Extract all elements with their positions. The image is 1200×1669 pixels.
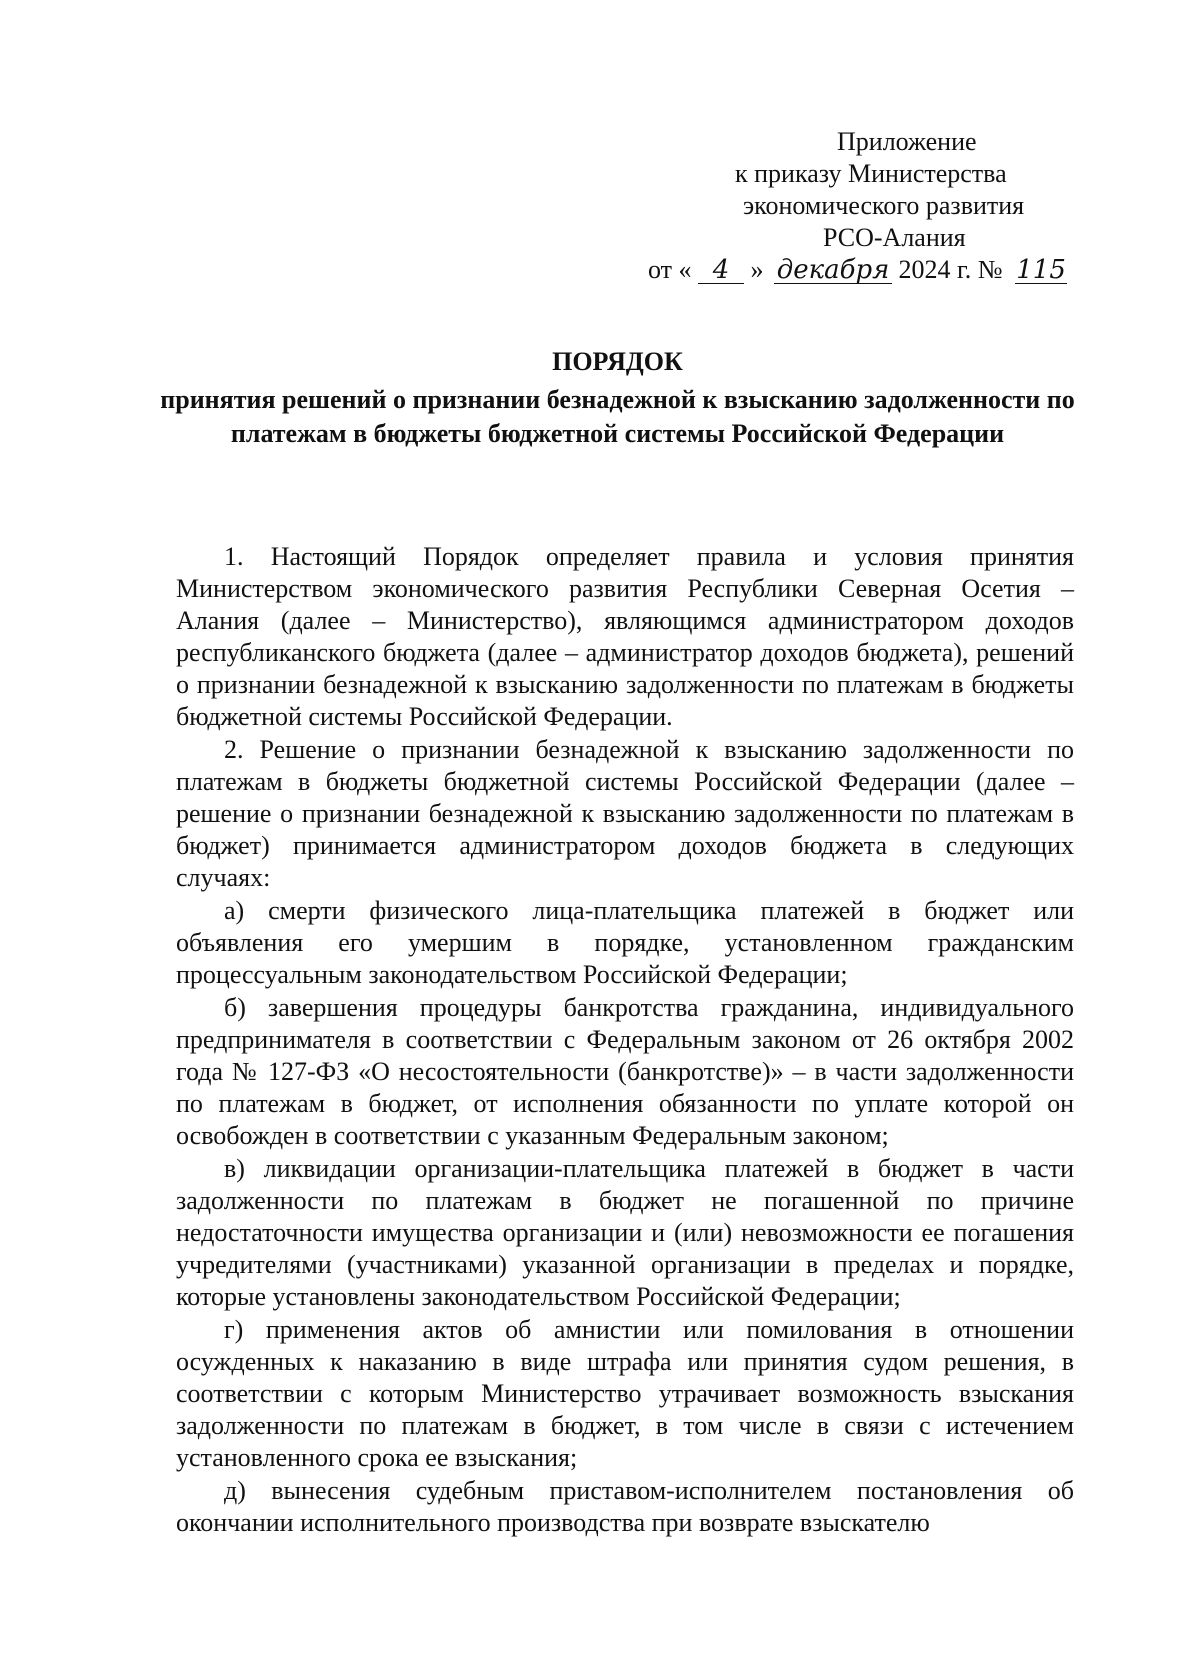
paragraph-1: 1. Настоящий Порядок определяет правила и условия принятия Министерством экономического развития Республики Северная Осетия – Алания (далее – Министерство), являющимся администратором доходов республиканского бюджета (далее – администратор доходов бюджета), решений о признании безнадежной к взысканию задолженности по платежам в бюджеты бюджетной системы Российской Федерации. <box>176 542 1074 731</box>
paragraph-d: д) вынесения судебным приставом-исполнителем постановления об окончании исполнительного производства при возврате взыскателю <box>176 1476 1074 1537</box>
document-body <box>176 541 1074 1540</box>
date-day-handwritten: 4 <box>698 257 744 284</box>
appendix-order-ref: к приказу Министерства <box>735 159 1007 188</box>
appendix-header <box>735 126 1155 254</box>
document-title <box>140 345 1095 451</box>
title-subtitle: принятия решений о признании безнадежной к взысканию задолженности по платежам в бюджеты бюджетной системы Российской Федерации <box>160 385 1075 448</box>
date-year: 2024 г. № <box>898 255 1003 284</box>
date-month-handwritten: декабря <box>774 257 892 284</box>
date-close-quote: » <box>750 255 764 284</box>
order-number-handwritten: 115 <box>1016 255 1066 285</box>
order-date-line <box>648 254 1067 286</box>
paragraph-b: б) завершения процедуры банкротства гражданина, индивидуального предпринимателя в соответствии с Федеральным законом от 26 октября 2002 года № 127-ФЗ «О несостоятельности (банкротстве)» – в части задолженности по платежам в бюджет, от исполнения обязанности по уплате которой он освобожден в соответствии с указанным Федеральным законом; <box>176 993 1074 1150</box>
title-main: ПОРЯДОК <box>552 347 683 376</box>
date-prefix: от « <box>648 255 692 284</box>
appendix-title: Приложение <box>837 127 977 156</box>
paragraph-2: 2. Решение о признании безнадежной к взысканию задолженности по платежам в бюджеты бюджетной системы Российской Федерации (далее – решение о признании безнадежной к взысканию задолженности по платежам в бюджет) принимается администратором доходов бюджета в следующих случаях: <box>176 735 1074 892</box>
paragraph-g: г) применения актов об амнистии или помилования в отношении осужденных к наказанию в виде штрафа или принятия судом решения, в соответствии с которым Министерство утрачивает возможность взыскания задолженности по платежам в бюджет, в том числе в связи с истечением установленного срока ее взыскания; <box>176 1315 1074 1472</box>
paragraph-v: в) ликвидации организации-плательщика платежей в бюджет в части задолженности по платежам в бюджет не погашенной по причине недостаточности имущества организации и (или) невозможности ее погашения учредителями (участниками) указанной организации в пределах и порядке, которые установлены законодательством Российской Федерации; <box>176 1154 1074 1311</box>
appendix-region: РСО-Алания <box>823 223 966 252</box>
appendix-ministry: экономического развития <box>743 191 1025 220</box>
paragraph-a: а) смерти физического лица-плательщика платежей в бюджет или объявления его умершим в порядке, установленном гражданским процессуальным законодательством Российской Федерации; <box>176 896 1074 989</box>
